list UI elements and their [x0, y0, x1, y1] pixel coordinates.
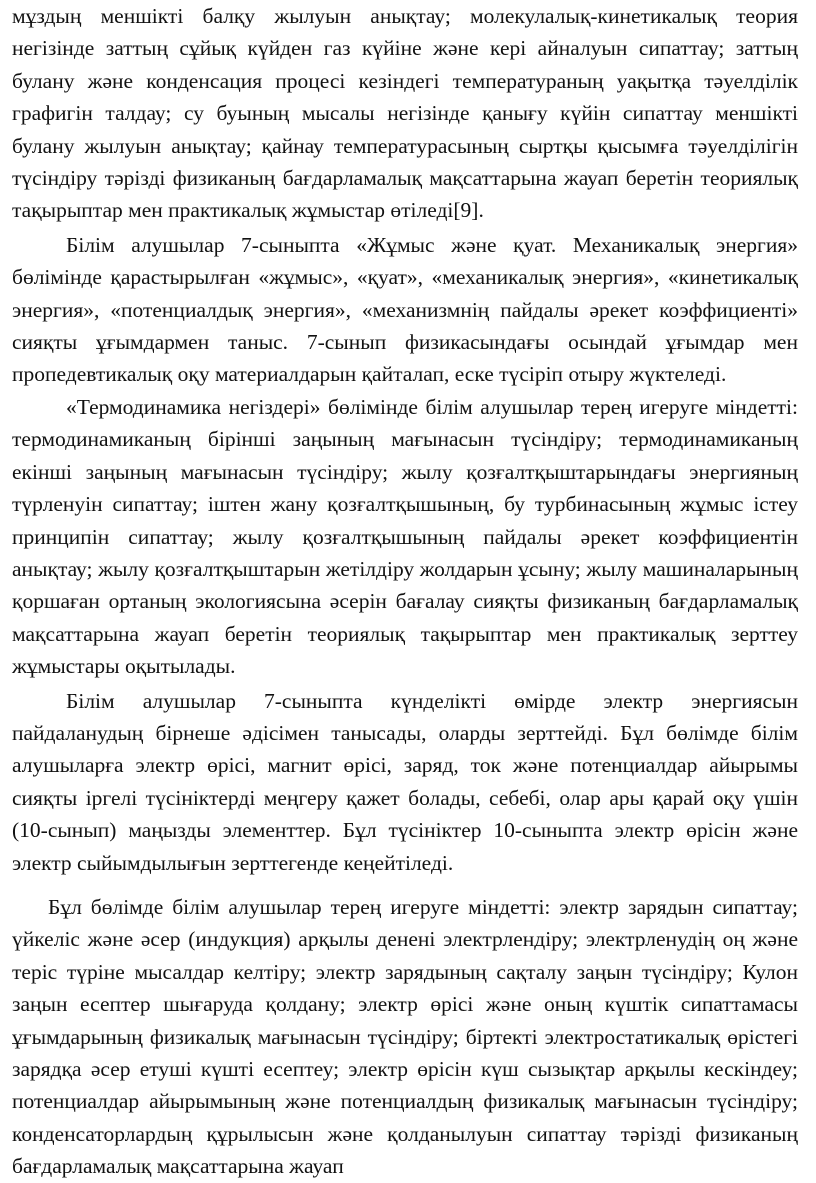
paragraph-work-and-power: Білім алушылар 7-сыныпта «Жұмыс және қуат. Механикалық энергия» бөлімінде қарастырылған «жұмыс», «қуат», «механикалық энергия», «кинетикалық энергия», «потенциалдық энергия», «механизмнің пайдалы әрекет коэффициенті» сияқты ұғымдармен таныс. 7-сынып физикасындағы осындай ұғымдар мен пропедевтикалық оқу материалдарын қайталап, еске түсіріп отыру жүктеледі. [12, 232, 798, 387]
paragraph-electric-energy: Білім алушылар 7-сыныпта күнделікті өмірде электр энергиясын пайдаланудың бірнеше әдісімен танысады, оларды зерттейді. Бұл бөлімде білім алушыларға электр өрісі, магнит өрісі, заряд, ток және потенциалдар айырымы сияқты іргелі түсініктерді меңгеру қажет болады, себебі, олар ары қарай оқу үшін (10-сынып) маңызды элементтер. Бұл түсініктер 10-сыныпта электр өрісін және электр сыйымдылығын зерттегенде кеңейтіледі. [12, 688, 798, 875]
paragraph-thermodynamics: «Термодинамика негіздері» бөлімінде білім алушылар терең игеруге міндетті: термодинамиканың бірінші заңының мағынасын түсіндіру; термодинамиканың екінші заңының мағынасын түсіндіру; жылу қозғалтқыштарындағы энергияның түрленуін сипаттау; іштен жану қозғалтқышының, бу турбинасының жұмыс істеу принципін сипаттау; жылу қозғалтқышының пайдалы әрекет коэффициентін анықтау; жылу қозғалтқыштарын жетілдіру жолдарын ұсыну; жылу машиналарының қоршаған ортаның экологиясына әсерін бағалау сияқты физиканың бағдарламалық мақсаттарына жауап беретін теориялық тақырыптар мен практикалық зерттеу жұмыстары оқытылады. [12, 394, 798, 679]
paragraph-electric-charge: Бұл бөлімде білім алушылар терең игеруге міндетті: электр зарядын сипаттау; үйкеліс және әсер (индукция) арқылы денені электрлендіру; электрленудің оң және теріс түріне мысалдар келтіру; электр зарядының сақталу заңын түсіндіру; Кулон заңын есептер шығаруда қолдану; электр өрісі және оның күштік сипаттамасы ұғымдарының физикалық мағынасын түсіндіру; біртекті электростатикалық өрістегі зарядқа әсер етуші күшті есептеу; электр өрісін күш сызықтар арқылы кескіндеу; потенциалдар айырымының және потенциалдың физикалық мағынасын түсіндіру; конденсаторлардың құрылысын және қолданылуын сипаттау тәрізді физиканың бағдарламалық мақсаттарына жауап [12, 894, 798, 1179]
document-page [12, 0, 798, 1183]
paragraph-continuation: мұздың меншікті балқу жылуын анықтау; молекулалық-кинетикалық теория негізінде заттың сұйық күйден газ күйіне және кері айналуын сипаттау; заттың булану және конденсация процесі кезіндегі температураның уақытқа тәуелділік графигін талдау; су буының мысалы негізінде қанығу күйін сипаттау меншікті булану жылуын анықтау; қайнау температурасының сыртқы қысымға тәуелділігін түсіндіру тәрізді физиканың бағдарламалық мақсаттарына жауап беретін теориялық тақырыптар мен практикалық жұмыстар өтіледі[9]. [12, 4, 798, 223]
